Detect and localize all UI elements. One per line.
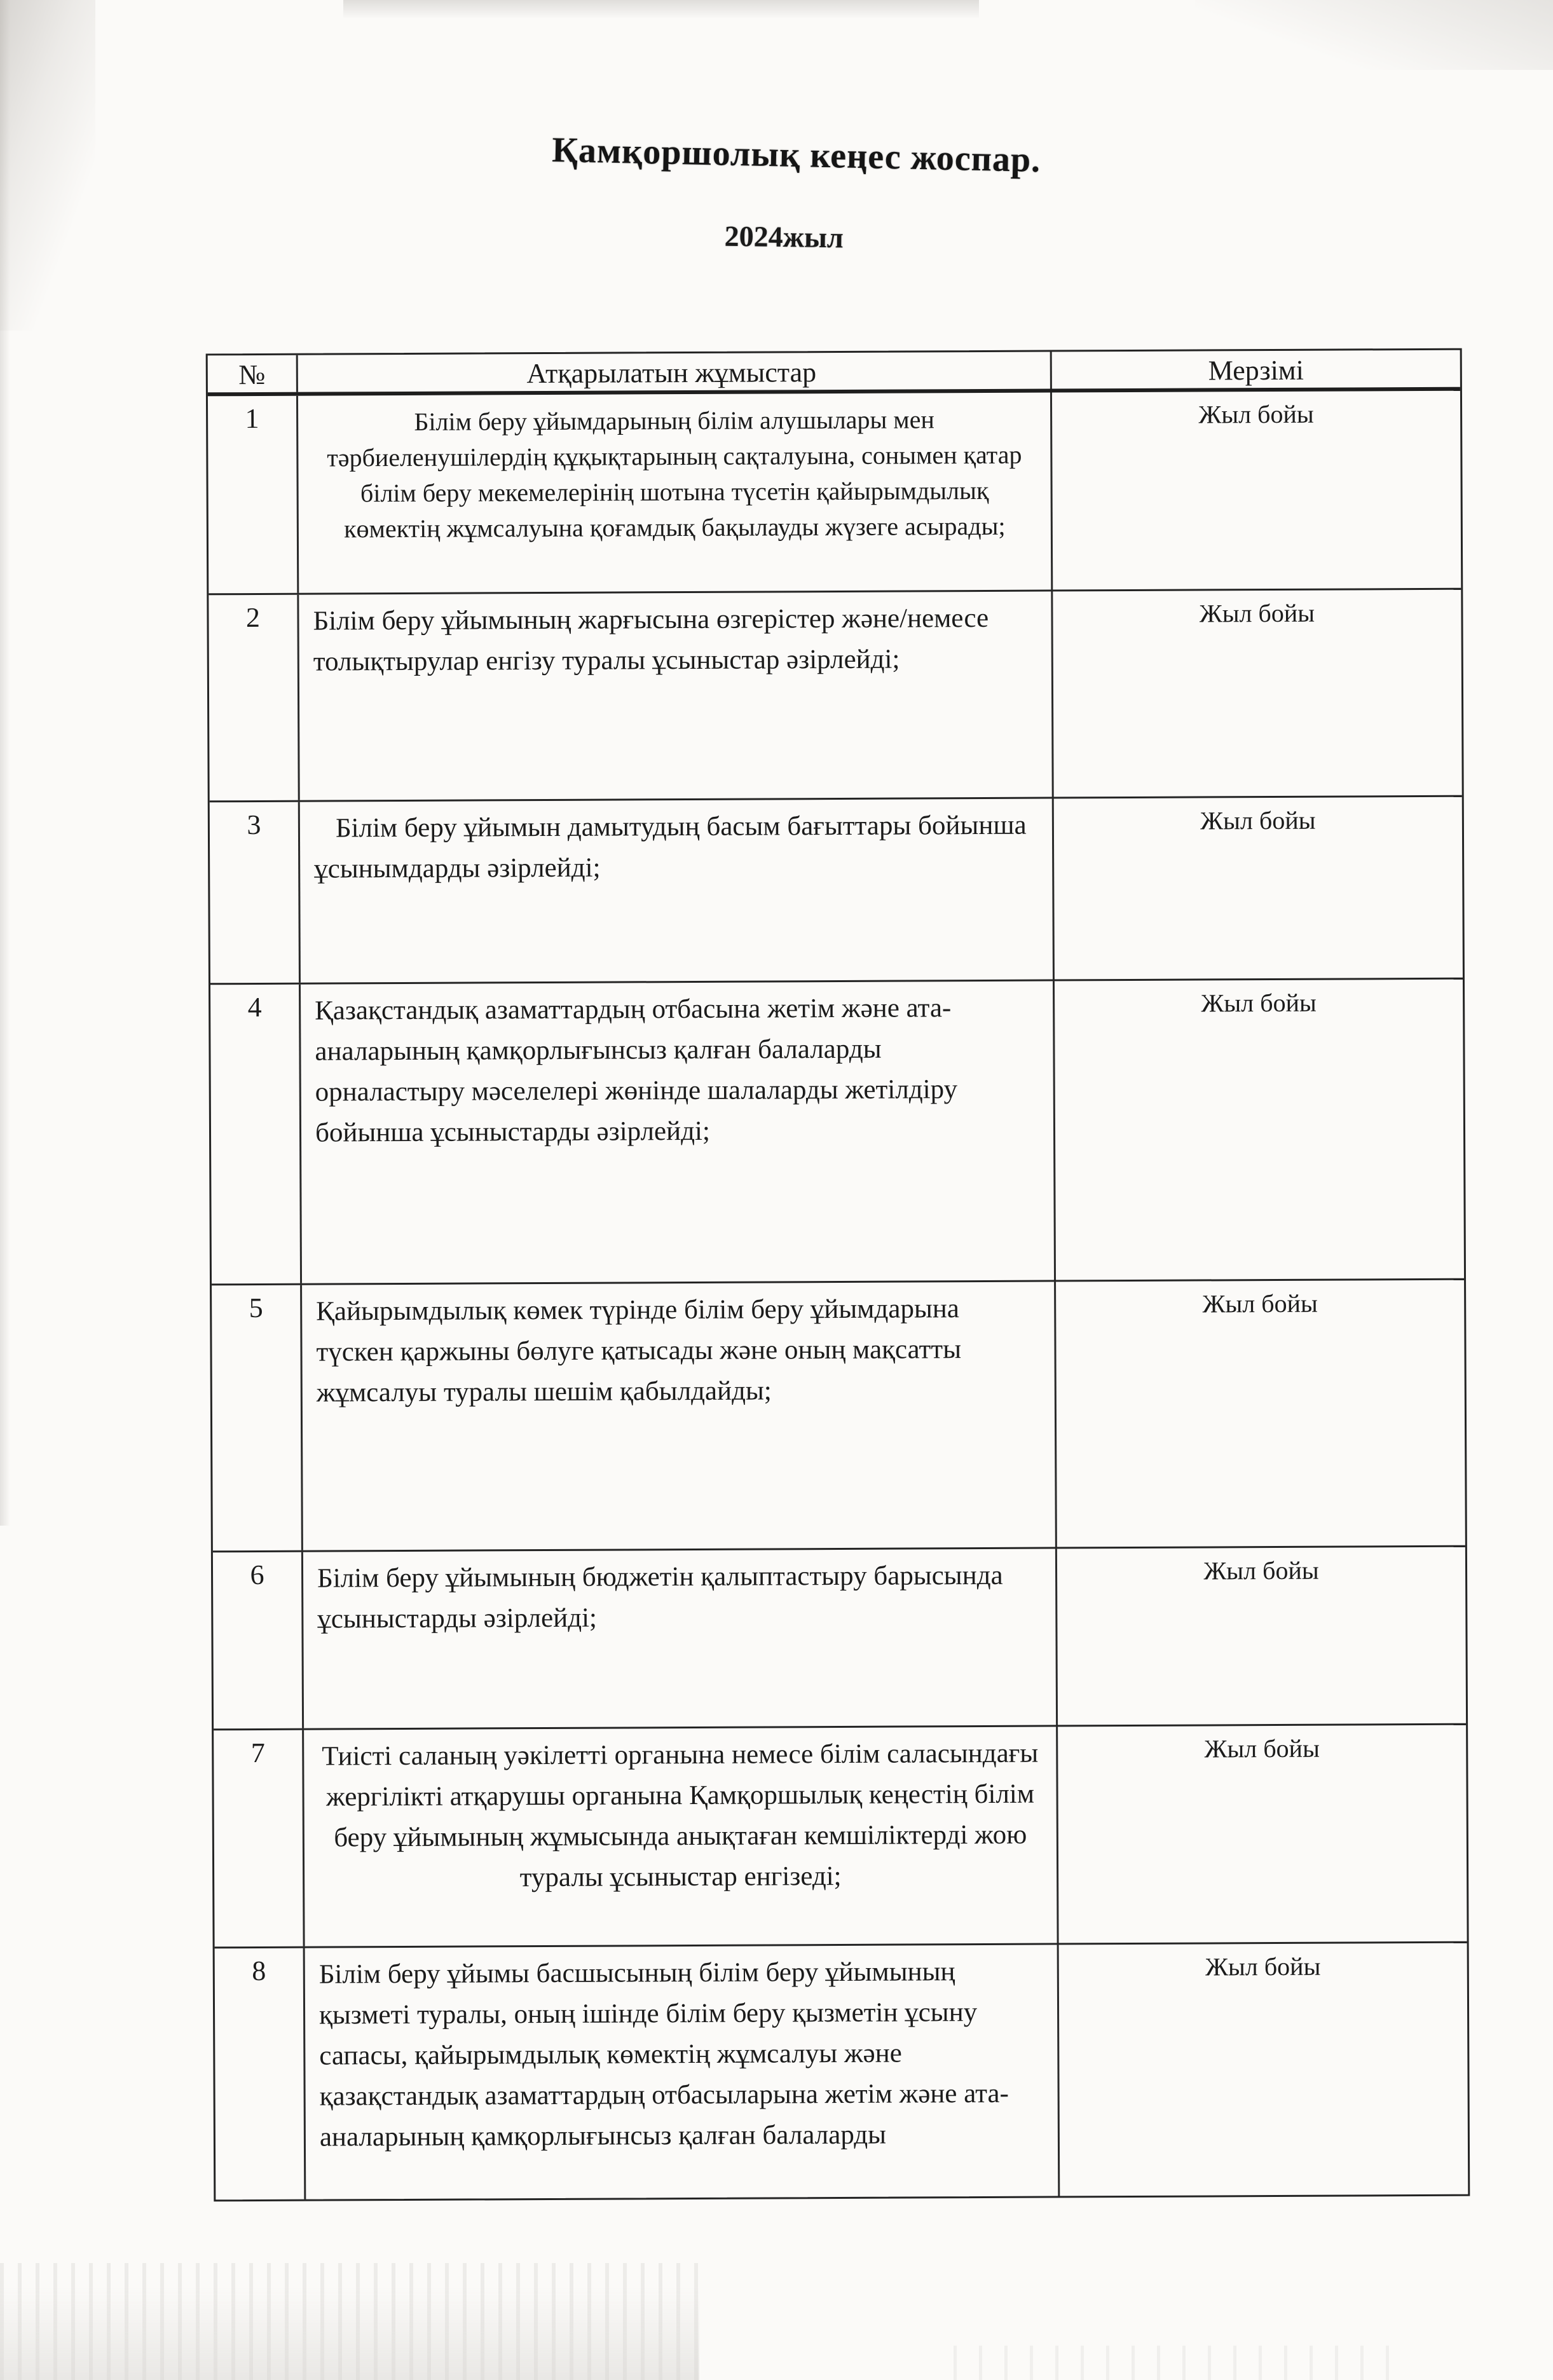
row-term: Жыл бойы — [1202, 1289, 1318, 1318]
row-number: 4 — [210, 985, 302, 1284]
scan-artifact-top-left — [0, 0, 95, 331]
scan-artifact-bottom-mid — [954, 2346, 1399, 2380]
table-row — [210, 797, 1463, 985]
row-number: 3 — [210, 802, 301, 983]
row-term: Жыл бойы — [1199, 598, 1315, 628]
row-work-text: Қазақстандық азаматтардың отбасына жетім және ата-аналарының қамқорлығынсыз қалған балаларды орналастыру мәселелері жөнінде шалаларды жетілдіру бойынша ұсыныстарды әзірлейді; — [301, 981, 1056, 1283]
row-work-text: Білім беру ұйымын дамытудың басым бағыттары бойынша ұсынымдарды әзірлейді; — [300, 799, 1055, 983]
row-number: 1 — [208, 396, 299, 594]
header-number: № — [208, 355, 298, 393]
table-row — [213, 1547, 1466, 1731]
scan-artifact-left-edge — [0, 0, 10, 1526]
scan-artifact-top-edge — [343, 0, 979, 19]
row-term: Жыл бойы — [1200, 805, 1316, 835]
scan-artifact-top-right — [1195, 0, 1553, 70]
row-work-text: Білім беру ұйымының бюджетін қалыптастыру барысында ұсыныстарды әзірлейді; — [303, 1549, 1058, 1728]
document-title: Қамқоршолық кеңес жоспар. — [551, 130, 1041, 181]
row-work-text: Білім беру ұйымдарының білім алушылары мен тәрбиеленушілердің құқықтарының сақталуына, сонымен қатар білім беру мекемелерінің шотына түсетін қайырымдылық көмектің жұмсалуына қоғамдық бақылауды жүзеге асырады; — [298, 393, 1053, 593]
row-work-text: Білім беру ұйымы басшысының білім беру ұйымының қызметі туралы, оның ішінде білім беру қызметін ұсыну сапасы, қайырымдылық көмектің жұмсалуы және қазақстандық азаматтардың отбасыларына жетім және ата-аналарының қамқорлығынсыз қалған балаларды — [305, 1945, 1060, 2199]
scan-artifact-bottom-left — [0, 2263, 699, 2380]
table-row — [209, 590, 1461, 803]
row-work-text: Тиісті саланың уәкілетті органына немесе білім саласындағы жергілікті атқарушы органына Қамқоршылық кеңестің білім беру ұйымының жұмысында анықтаған кемшіліктерді жою туралы ұсыныстар енгізеді; — [304, 1727, 1058, 1946]
table-row — [208, 391, 1461, 596]
table-row — [214, 1725, 1467, 1949]
table-row — [212, 1280, 1465, 1553]
row-number: 5 — [212, 1285, 303, 1551]
plan-table — [206, 348, 1470, 2202]
row-number: 2 — [209, 595, 299, 801]
row-number: 8 — [215, 1948, 306, 2200]
table-header-row — [208, 350, 1460, 397]
table-row — [210, 980, 1464, 1286]
row-number: 7 — [214, 1730, 304, 1947]
row-number: 6 — [213, 1552, 304, 1729]
table-row — [215, 1943, 1468, 2200]
row-work-text: Қайырымдылық көмек түрінде білім беру ұйымдарына түскен қаржыны бөлуге қатысады және оның мақсатты жұмсалуы туралы шешім қабылдайды; — [302, 1282, 1057, 1550]
row-term: Жыл бойы — [1205, 1952, 1321, 1981]
header-work: Атқарылатын жұмыстар — [298, 352, 1052, 392]
row-term: Жыл бойы — [1203, 1556, 1319, 1585]
header-term: Мерзімі — [1208, 354, 1304, 386]
row-term: Жыл бойы — [1201, 988, 1317, 1018]
row-work-text: Білім беру ұйымының жарғысына өзгерістер және/немесе толықтырулар енгізу туралы ұсыныстар әзірлейді; — [299, 592, 1053, 800]
row-term: Жыл бойы — [1204, 1734, 1320, 1763]
row-term: Жыл бойы — [1198, 399, 1314, 429]
document-year: 2024жыл — [723, 219, 844, 254]
